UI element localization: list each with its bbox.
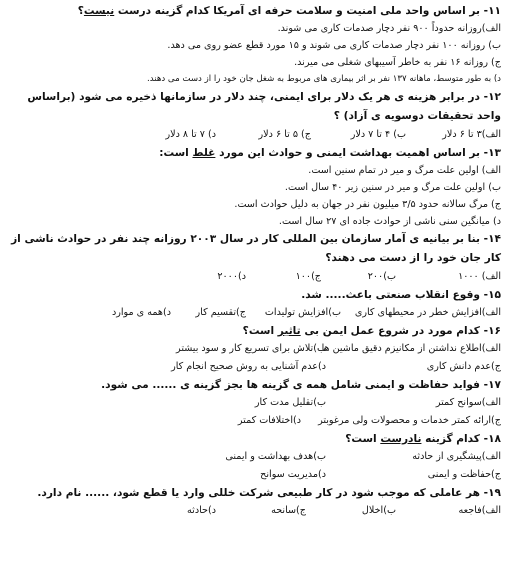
q15-option-d: د)همه ی موارد (111, 307, 171, 318)
question-19: ۱۹- هر عاملی که موجب شود در کار طبیعی شرکت خللی وارد یا قطع شود، ...... نام دارد. (37, 487, 501, 499)
q12-option-b: ب) ۴ تا ۷ دلار (350, 129, 406, 140)
q11-option-d: د) به طور متوسط، ماهانه ۱۳۷ نفر بر اثر بیماری های مربوط به شغل جان خود را از دست می دهند. (146, 74, 501, 84)
q18-option-c: ج)حفاظت و ایمنی (427, 469, 501, 480)
q13-option-d: د) میانگین سنی ناشی از حوادث جاده ای ۲۷ سال است. (278, 216, 501, 227)
q11-option-a: الف)روزانه حدوداً ۹۰۰ نفر دچار صدمات کاری می شوند. (277, 23, 501, 34)
q15-option-a: الف)افزایش خطر در محیطهای کاری (354, 307, 501, 318)
q18-options-row1 (4, 448, 501, 466)
q13-option-a: الف) اولین علت مرگ و میر در تمام سنین است. (308, 165, 501, 176)
q18-options-row2 (4, 466, 501, 484)
q16-option-a: الف)اطلاع نداشتن از مکانیزم دقیق ماشین ها (321, 343, 501, 354)
q13-option-b: ب) اولین علت مرگ و میر در سنین زیر ۴۰ سال است. (284, 182, 501, 193)
q17-options-row1 (4, 394, 501, 412)
question-14: ۱۴- بنا بر بیانیه ی آمار سازمان بین المللی کار در سال ۲۰۰۳ روزانه چند نفر در حوادث ناشی از کار جان خود را از دست می دهند؟ (11, 233, 501, 264)
q16-options-row1 (4, 340, 501, 358)
q18-option-d: د)مدیریت سوانح (260, 469, 326, 480)
question-16: ۱۶- کدام مورد در شروع عمل ایمن بی تاثیر است؟ (242, 325, 501, 337)
q16-options-row2 (4, 358, 501, 376)
q17-option-d: د)اختلافات کمتر (237, 415, 301, 426)
q12-options (4, 126, 501, 144)
q14-option-b: ب)۲۰۰ (367, 271, 396, 282)
q16-option-b: ب)تلاش برای تسریع کار و سود بیشتر (176, 343, 326, 354)
question-17: ۱۷- فواید حفاظت و ایمنی شامل همه ی گزینه ها بجز گزینه ی ...... می شود. (101, 379, 501, 391)
question-15: ۱۵- وقوع انقلاب صنعتی باعث..... شد. (301, 289, 501, 301)
q17-options-row2 (4, 412, 501, 430)
question-11: ۱۱- بر اساس واحد ملی امنیت و سلامت حرفه ای آمریکا کدام گزینه درست نیست؟ (77, 5, 501, 17)
q11-option-b: ب) روزانه ۱۰۰ نفر دچار صدمات کاری می شوند و ۱۵ مورد قطع عضو روی می دهد. (167, 40, 501, 51)
q19-options (4, 502, 501, 520)
q14-options (4, 268, 501, 286)
q19-option-c: ج)سانحه (271, 505, 306, 516)
q13-option-c: ج) مرگ سالانه حدود ۳/۵ میلیون نفر در جهان به دلیل حوادث است. (234, 199, 501, 210)
q12-option-d: د) ۷ تا ۸ دلار (165, 129, 216, 140)
q18-option-b: ب)هدف بهداشت و ایمنی (225, 451, 326, 462)
q18-option-a: الف)پیشگیری از حادثه (412, 451, 501, 462)
q16-option-d: د)عدم آشنایی به روش صحیح انجام کار (171, 361, 326, 372)
question-18: ۱۸- کدام گزینه نادرست است؟ (345, 433, 501, 445)
q14-option-d: د)۲۰۰۰ (217, 271, 246, 282)
q14-option-a: الف) ۱۰۰۰ (458, 271, 501, 282)
question-13: ۱۳- بر اساس اهمیت بهداشت ایمنی و حوادث این مورد غلط است: (159, 147, 501, 159)
q12-option-c: ج) ۵ تا ۶ دلار (258, 129, 311, 140)
q16-option-c: ج)عدم دانش کاری (426, 361, 501, 372)
q19-option-d: د)حادثه (187, 505, 216, 516)
question-12: ۱۲- در برابر هزینه ی هر یک دلار برای ایمنی، چند دلار در سازمانها ذخیره می شود (براساس واحد تحقیقات دوسویه ی آزاد) ؟ (27, 91, 501, 122)
q14-option-c: ج)۱۰۰ (295, 271, 321, 282)
q15-options (4, 304, 501, 322)
q15-option-b: ب)افزایش تولیدات (264, 307, 341, 318)
q17-option-c: ج)ارائه کمتر خدمات و محصولات ولی مرغوبتر (318, 415, 501, 426)
q11-option-c: ج) روزانه ۱۶ نفر به خاطر آسیبهای شغلی می میرند. (294, 57, 501, 68)
q17-option-a: الف)سوانح کمتر (435, 397, 501, 408)
q19-option-a: الف)فاجعه (458, 505, 501, 516)
q15-option-c: ج)تقسیم کار (195, 307, 246, 318)
q12-option-a: الف)۳ تا ۶ دلار (442, 129, 501, 140)
q19-option-b: ب)اخلال (361, 505, 396, 516)
q17-option-b: ب)تقلیل مدت کار (254, 397, 326, 408)
